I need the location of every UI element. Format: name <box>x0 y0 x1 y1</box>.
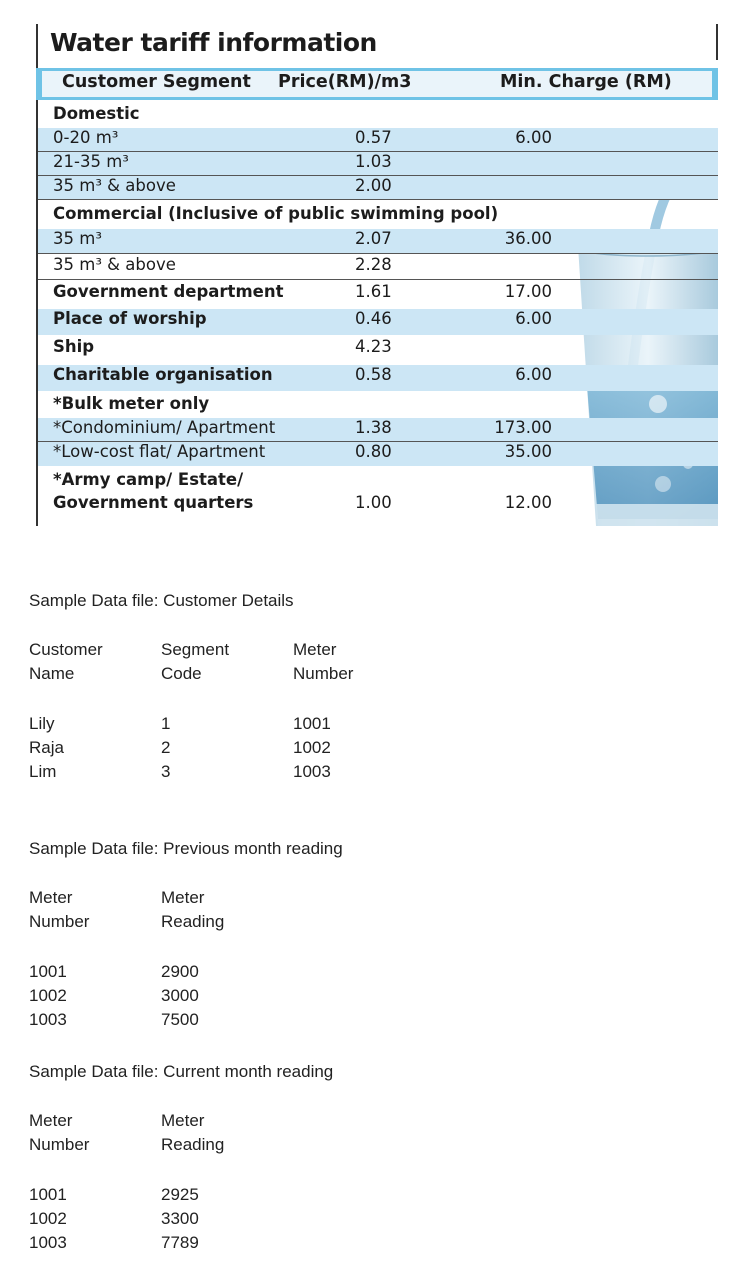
tariff-row: 35 m³ & above 2.28 <box>38 255 718 280</box>
previous-reading-title: Sample Data file: Previous month reading <box>29 839 343 858</box>
tariff-row: Ship 4.23 <box>53 337 392 356</box>
table-cell: Lily <box>29 714 55 733</box>
table-cell: 2925 <box>161 1185 199 1204</box>
table-cell: 1003 <box>293 762 331 781</box>
current-col-reading <box>161 1183 199 1255</box>
table-cell: 1003 <box>29 1010 67 1029</box>
tariff-group-bulk <box>38 394 718 418</box>
table-cell: 3 <box>161 762 171 781</box>
table-cell: 2 <box>161 738 171 757</box>
header-customer-segment: Customer Segment <box>62 72 251 92</box>
customer-header-segment: Segment Code <box>161 640 230 683</box>
header-price: Price(RM)/m3 <box>278 72 412 92</box>
customer-header-name: Customer Name <box>29 640 103 683</box>
table-cell: Raja <box>29 738 64 757</box>
tariff-row: Charitable organisation 0.58 6.00 <box>38 365 718 391</box>
panel-right-border <box>716 24 718 60</box>
table-cell: 7789 <box>161 1233 199 1252</box>
previous-header-meter-reading: Meter Reading <box>161 888 225 931</box>
customer-col-segment <box>161 712 170 784</box>
table-cell: 3300 <box>161 1209 199 1228</box>
tariff-row: *Low-cost flat/ Apartment 0.80 35.00 <box>38 442 718 466</box>
group-label: Commercial (Inclusive of public swimming pool) <box>53 204 499 223</box>
header-min-charge: Min. Charge (RM) <box>500 72 672 92</box>
customer-col-name <box>29 712 64 784</box>
current-reading-title: Sample Data file: Current month reading <box>29 1062 334 1081</box>
tariff-row-army: *Army camp/ Estate/ Government quarters 1.00 12.00 <box>53 470 552 512</box>
tariff-row: 0-20 m³ 0.57 6.00 <box>38 128 718 152</box>
tariff-row: *Condominium/ Apartment 1.38 173.00 <box>38 418 718 442</box>
tariff-title: Water tariff information <box>50 28 377 57</box>
table-cell: 1002 <box>293 738 331 757</box>
table-cell: 1001 <box>293 714 331 733</box>
tariff-group-commercial <box>38 204 718 228</box>
tariff-row: 21-35 m³ 1.03 <box>38 152 718 176</box>
tariff-group-domestic <box>38 104 718 128</box>
previous-header-meter-number: Meter Number <box>29 888 90 931</box>
table-cell: 1002 <box>29 1209 67 1228</box>
table-cell: 7500 <box>161 1010 199 1029</box>
table-cell: 1003 <box>29 1233 67 1252</box>
table-cell: 3000 <box>161 986 199 1005</box>
table-cell: 1 <box>161 714 171 733</box>
table-cell: 1002 <box>29 986 67 1005</box>
group-label: *Bulk meter only <box>53 394 210 413</box>
tariff-row: 35 m³ 2.07 36.00 <box>38 229 718 254</box>
current-col-meter <box>29 1183 67 1255</box>
customer-col-meter <box>293 712 331 784</box>
customer-details-title: Sample Data file: Customer Details <box>29 591 294 610</box>
tariff-row: Place of worship 0.46 6.00 <box>38 309 718 335</box>
previous-col-reading <box>161 960 199 1032</box>
group-label: Domestic <box>53 104 140 123</box>
tariff-row: Government department 1.61 17.00 <box>53 282 552 301</box>
table-cell: 1001 <box>29 962 67 981</box>
current-header-meter-number: Meter Number <box>29 1111 90 1154</box>
water-tariff-panel <box>36 24 718 526</box>
table-cell: 2900 <box>161 962 199 981</box>
table-cell: Lim <box>29 762 57 781</box>
tariff-row: 35 m³ & above 2.00 <box>38 176 718 200</box>
tariff-header-bar <box>36 68 718 100</box>
previous-col-meter <box>29 960 67 1032</box>
current-header-meter-reading: Meter Reading <box>161 1111 225 1154</box>
table-cell: 1001 <box>29 1185 67 1204</box>
customer-header-meter: Meter Number <box>293 640 354 683</box>
